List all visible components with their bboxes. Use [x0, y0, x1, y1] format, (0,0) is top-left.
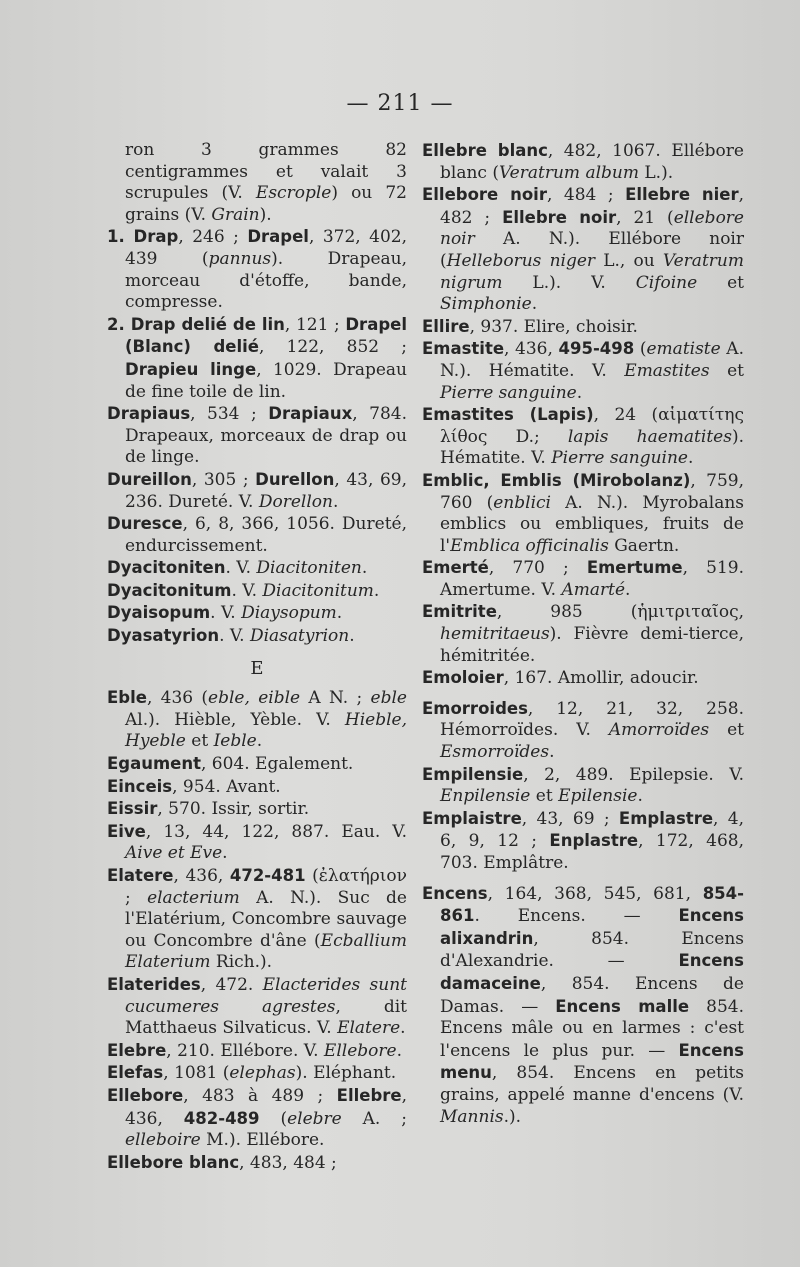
dictionary-entry [422, 601, 744, 667]
entry-headword: Emorroides [422, 698, 528, 718]
entry-text: ( [259, 1108, 288, 1129]
entry-italic: elebre [287, 1108, 342, 1129]
entry-italic: enblici [493, 492, 551, 513]
entry-text: ). Drapeau, morceau d'étoffe, bande, compresse. [125, 248, 407, 313]
entry-text: ). Hématite. V. [440, 426, 744, 469]
dictionary-entry [422, 338, 744, 404]
entry-text: , 372, 402, 439 ( [125, 227, 408, 269]
entry-headword: Ellebre noir [502, 207, 617, 227]
entry-headword: Drapel [247, 227, 309, 247]
entry-headword: Emastites (Lapis) [422, 405, 594, 425]
entry-italic: Diaysopum [241, 603, 337, 624]
section-letter [107, 658, 407, 680]
entry-text: , 2, 489. Epilepsie. V. [523, 764, 744, 785]
entry-text: L.). [638, 162, 674, 183]
entry-headword: Enplastre [549, 831, 639, 851]
entry-italic: Hieble, Hyeble [125, 709, 407, 752]
entry-text: , 954. Avant. [172, 776, 281, 797]
entry-headword: Emoloier [422, 668, 504, 688]
entry-text: , 937. Elire, choisir. [469, 316, 638, 337]
entry-text: ) ou 72 grains (V. [125, 183, 407, 225]
dictionary-entry [107, 469, 407, 513]
entry-text: , 759, 760 ( [440, 470, 744, 513]
dictionary-entry [422, 184, 744, 316]
entry-italic: Veratrum nigrum [440, 250, 744, 293]
entry-text: .). [503, 1106, 522, 1127]
entry-text: et [185, 731, 214, 752]
entry-headword: Elatere [107, 866, 174, 885]
entry-text: . [222, 843, 228, 864]
entry-headword: Ellebore noir [422, 185, 547, 205]
dictionary-entry [107, 314, 407, 403]
entry-text: E [250, 657, 264, 679]
dictionary-entry [107, 821, 407, 865]
entry-italic: Diacitoniten [256, 558, 362, 579]
dictionary-entry [422, 470, 744, 557]
entry-text: , dit Matthaeus Silvaticus. V. [125, 996, 407, 1039]
entry-text: . V. [225, 558, 257, 579]
entry-headword: Dyacitoniten [107, 558, 226, 578]
entry-text: . [361, 558, 368, 579]
entry-text: , 519. Amertume. V. [440, 558, 744, 600]
entry-text: A. N.). Myrobalans emblics ou embliques, fruits de l' [440, 492, 745, 556]
entry-headword: 495-498 [558, 339, 635, 359]
entry-text: , 784. Drapeaux, morceaux de drap ou de linge. [125, 404, 407, 468]
dictionary-entry [107, 865, 407, 974]
entry-text: , 121 ; [284, 314, 346, 335]
entry-italic: Simphonie [440, 294, 532, 315]
entry-italic: Emblica officinalis [450, 535, 609, 556]
entry-italic: Ecballium Elaterium [125, 930, 407, 973]
entry-headword: Ellebore blanc [107, 1152, 240, 1172]
entry-text: ). [259, 204, 272, 225]
entry-text: , 436, [125, 1085, 407, 1129]
entry-text: , 13, 44, 122, 887. Eau. V. [145, 821, 407, 842]
left-column [107, 140, 407, 1174]
entry-italic: Helleborus niger [446, 250, 596, 271]
entry-headword: Ellebre [336, 1085, 402, 1105]
entry-headword: Emitrite [422, 602, 497, 622]
entry-text: , 854. Encens de Damas. — [440, 973, 744, 1017]
entry-text: , 534 ; [190, 404, 269, 425]
entry-italic: ellebore noir [440, 207, 744, 250]
entry-text: , 985 (ἡμιτριταῖος, [496, 602, 744, 623]
entry-text: A. ; [341, 1108, 407, 1129]
entry-headword: 2. Drap delié de lin [107, 314, 285, 334]
dictionary-entry [422, 404, 744, 470]
entry-text: , 436, [173, 866, 230, 886]
entry-italic: elephas [229, 1063, 296, 1084]
entry-text: , 12, 21, 32, 258. Hémorroïdes. V. [440, 698, 744, 741]
entry-italic: eble, eible [208, 688, 301, 709]
entry-text: , 854. Encens d'Alexandrie. — [440, 928, 744, 972]
entry-text: A. N.). Suc de l'Elatérium, Concombre sauvage ou Concombre d'âne ( [125, 887, 407, 951]
entry-italic: Grain [211, 204, 260, 225]
entry-text: A. N.). Ellébore noir ( [440, 229, 744, 271]
entry-text: , 1029. Drapeau de fine toile de lin. [125, 359, 407, 402]
entry-text: . [373, 580, 380, 601]
entry-headword: Empilensie [422, 764, 524, 784]
entry-headword: Ellebre nier [625, 185, 739, 205]
entry-headword: Ellebore [107, 1085, 184, 1105]
entry-italic: Ieble [213, 731, 257, 752]
entry-italic: Amarté [561, 579, 626, 600]
entry-text: . V. [231, 580, 263, 601]
entry-headword: Ellire [422, 316, 470, 336]
entry-headword: Dyaisopum [107, 603, 211, 623]
dictionary-entry [107, 580, 407, 603]
entry-italic: Enpilensie [440, 786, 531, 807]
entry-headword: Drapiaux [268, 404, 353, 424]
entry-headword: Dureillon [107, 469, 192, 489]
entry-text: , 854. Encens en petits grains, appelé manne d'encens (V. [440, 1063, 744, 1105]
entry-headword: Drapel (Blanc) delié [125, 314, 407, 357]
dictionary-entry [107, 798, 407, 821]
dictionary-entry [107, 776, 407, 799]
dictionary-entry [107, 226, 407, 313]
entry-text: . Encens. — [474, 906, 679, 927]
entry-text: , 43, 69, 236. Dureté. V. [125, 469, 407, 512]
entry-text: . [396, 1040, 402, 1061]
entry-headword: Emplaistre [422, 808, 522, 828]
entry-text: ). Fièvre demi-tierce, hémitritée. [440, 624, 744, 666]
entry-headword: 472-481 [229, 866, 306, 885]
entry-text: . [687, 448, 694, 469]
entry-text: , 305 ; [191, 469, 256, 490]
entry-text: Rich.). [210, 952, 273, 973]
dictionary-entry [422, 316, 744, 339]
entry-text: , 770 ; [488, 558, 587, 579]
entry-headword: Elefas [107, 1063, 164, 1083]
dictionary-entry [107, 974, 407, 1040]
right-column [422, 140, 744, 1128]
entry-italic: elleboire [125, 1130, 201, 1151]
entry-headword: Emertume [586, 558, 683, 578]
dictionary-entry [107, 1040, 407, 1063]
entry-headword: Einceis [107, 776, 173, 796]
entry-italic: Cifoine [635, 272, 698, 293]
entry-text: . V. [219, 626, 250, 647]
entry-text: , 246 ; [178, 227, 248, 248]
entry-text: A N. ; [300, 688, 371, 709]
dictionary-entry [107, 753, 407, 776]
entry-text: , 484 ; [546, 185, 626, 206]
entry-italic: Elacterides sunt cucumeres agrestes [125, 974, 407, 1017]
entry-headword: Emastite [422, 339, 505, 359]
entry-headword: Eble [107, 688, 147, 708]
entry-italic: Diacitonitum [262, 580, 374, 601]
dictionary-entry [107, 602, 407, 625]
entry-headword: Dyacitonitum [107, 580, 232, 600]
dictionary-entry [107, 140, 407, 226]
entry-text: M.). Ellébore. [200, 1130, 325, 1151]
entry-headword: Elebre [107, 1040, 167, 1060]
entry-italic: lapis haematites [567, 426, 732, 447]
entry-italic: Amorroïdes [608, 720, 710, 741]
entry-headword: Drapieu linge [125, 359, 257, 379]
dictionary-entry [422, 557, 744, 601]
entry-italic: hemitritaeus [440, 624, 550, 645]
entry-text: , 167. Amollir, adoucir. [503, 668, 699, 689]
entry-text: . [400, 1018, 406, 1039]
entry-text: et [709, 720, 744, 741]
entry-text: , 436 ( [146, 688, 209, 709]
entry-text: , 122, 852 ; [259, 337, 407, 358]
entry-text: et [530, 786, 559, 807]
dictionary-entry [107, 1152, 407, 1175]
entry-text: . [336, 603, 343, 624]
dictionary-entry [422, 883, 744, 1129]
entry-text: , 24 (αἱματίτης λίθος D.; [440, 405, 744, 447]
entry-text: ( [634, 339, 647, 360]
entry-italic: Dorellon [258, 491, 333, 512]
dictionary-entry [107, 513, 407, 557]
entry-headword: Eissir [107, 799, 158, 819]
entry-text: . [256, 731, 263, 752]
entry-text: , 164, 368, 545, 681, [487, 883, 703, 904]
entry-text: . [349, 626, 355, 647]
entry-text: , 172, 468, 703. Emplâtre. [440, 831, 744, 873]
dictionary-entry [107, 625, 407, 648]
entry-text: , 483 à 489 ; [183, 1085, 337, 1106]
entry-text: ). Eléphant. [295, 1063, 397, 1084]
entry-text: , 483, 484 ; [239, 1152, 337, 1173]
entry-italic: Mannis [440, 1106, 504, 1127]
entry-text: , 482 ; [440, 185, 744, 228]
entry-text: , 21 ( [616, 207, 674, 228]
entry-headword: Egaument [107, 754, 201, 774]
entry-text: . [549, 742, 555, 763]
entry-headword: 482-489 [183, 1108, 260, 1128]
entry-italic: eble [370, 688, 407, 709]
entry-text: , 604. Egalement. [200, 754, 354, 775]
entry-text: , 1081 ( [163, 1063, 230, 1084]
entry-italic: pannus [208, 248, 272, 269]
entry-headword: 854-861 [440, 883, 744, 926]
entry-headword: Encens malle [555, 996, 690, 1016]
dictionary-entry [107, 1062, 407, 1085]
entry-text: L., ou [595, 250, 663, 271]
entry-italic: Ellebore [323, 1040, 397, 1061]
dictionary-entry [422, 667, 744, 690]
entry-text: L.). V. [502, 272, 636, 293]
entry-headword: Encens [422, 883, 488, 903]
entry-text: 854. Encens mâle ou en larmes : c'est l'encens le plus pur. — [440, 996, 744, 1061]
dictionary-entry [107, 403, 407, 469]
entry-text: , 436, [504, 339, 559, 360]
entry-text: . [531, 294, 538, 315]
entry-italic: Epilensie [558, 786, 638, 807]
entry-text: , 6, 8, 366, 1056. Dureté, endurcissement. [125, 514, 407, 556]
entry-italic: Pierre sanguine [440, 382, 577, 403]
entry-headword: Eive [107, 821, 146, 841]
entry-text: . V. [210, 603, 242, 624]
entry-italic: Emastites [624, 360, 710, 381]
entry-text: ron 3 grammes 82 centigrammes et valait 3 scrupules (V. [125, 140, 407, 204]
entry-headword: Encens damaceine [440, 951, 744, 993]
entry-italic: Veratrum album [498, 162, 639, 183]
dictionary-entry [422, 140, 744, 184]
entry-italic: Escrople [255, 183, 332, 204]
entry-italic: Esmorroïdes [440, 742, 550, 763]
entry-headword: Elaterides [107, 974, 201, 994]
entry-italic: elacterium [147, 887, 240, 908]
entry-headword: 1. Drap [107, 227, 179, 247]
entry-text: Al.). Hièble, Yèble. V. [125, 709, 345, 730]
entry-text: , 43, 69 ; [521, 808, 619, 829]
entry-text: . [332, 491, 339, 512]
entry-headword: Durellon [255, 469, 335, 489]
entry-italic: Elatere [337, 1018, 401, 1039]
entry-text: . [625, 579, 631, 600]
entry-italic: Pierre sanguine [551, 448, 688, 469]
entry-text: (ἐλατήριον ; [125, 866, 407, 908]
entry-text: , 472. [200, 974, 263, 995]
dictionary-entry [422, 764, 744, 808]
entry-text: et [709, 360, 744, 381]
dictionary-entry [107, 557, 407, 580]
entry-text: A. N.). Hématite. V. [440, 339, 744, 381]
entry-headword: Encens menu [440, 1040, 744, 1083]
entry-headword: Encens alixandrin [440, 906, 744, 948]
entry-headword: Drapiaus [107, 404, 191, 424]
page-number: — 211 — [346, 91, 454, 116]
entry-text: . [576, 382, 583, 403]
entry-headword: Ellebre blanc [422, 141, 548, 160]
entry-italic: Diasatyrion [249, 626, 350, 647]
entry-headword: Emblic, Emblis (Mirobolanz) [422, 470, 691, 490]
entry-headword: Dyasatyrion [107, 626, 220, 646]
entry-text: , 4, 6, 9, 12 ; [440, 808, 744, 852]
entry-text: . [637, 786, 643, 807]
entry-italic: Aive et Eve [125, 843, 223, 864]
entry-text: Gaertn. [608, 535, 680, 556]
dictionary-entry [107, 687, 407, 753]
entry-headword: Duresce [107, 514, 183, 534]
dictionary-entry [422, 698, 744, 764]
dictionary-entry [107, 1085, 407, 1152]
dictionary-entry [422, 808, 744, 875]
entry-text: , 210. Ellébore. V. [166, 1040, 324, 1061]
entry-headword: Emerté [422, 558, 489, 578]
entry-text: , 482, 1067. Ellébore blanc ( [440, 141, 744, 183]
entry-italic: ematiste [646, 339, 721, 360]
entry-text: et [697, 272, 745, 293]
entry-text: , 570. Issir, sortir. [157, 799, 310, 820]
entry-headword: Emplastre [618, 808, 714, 828]
